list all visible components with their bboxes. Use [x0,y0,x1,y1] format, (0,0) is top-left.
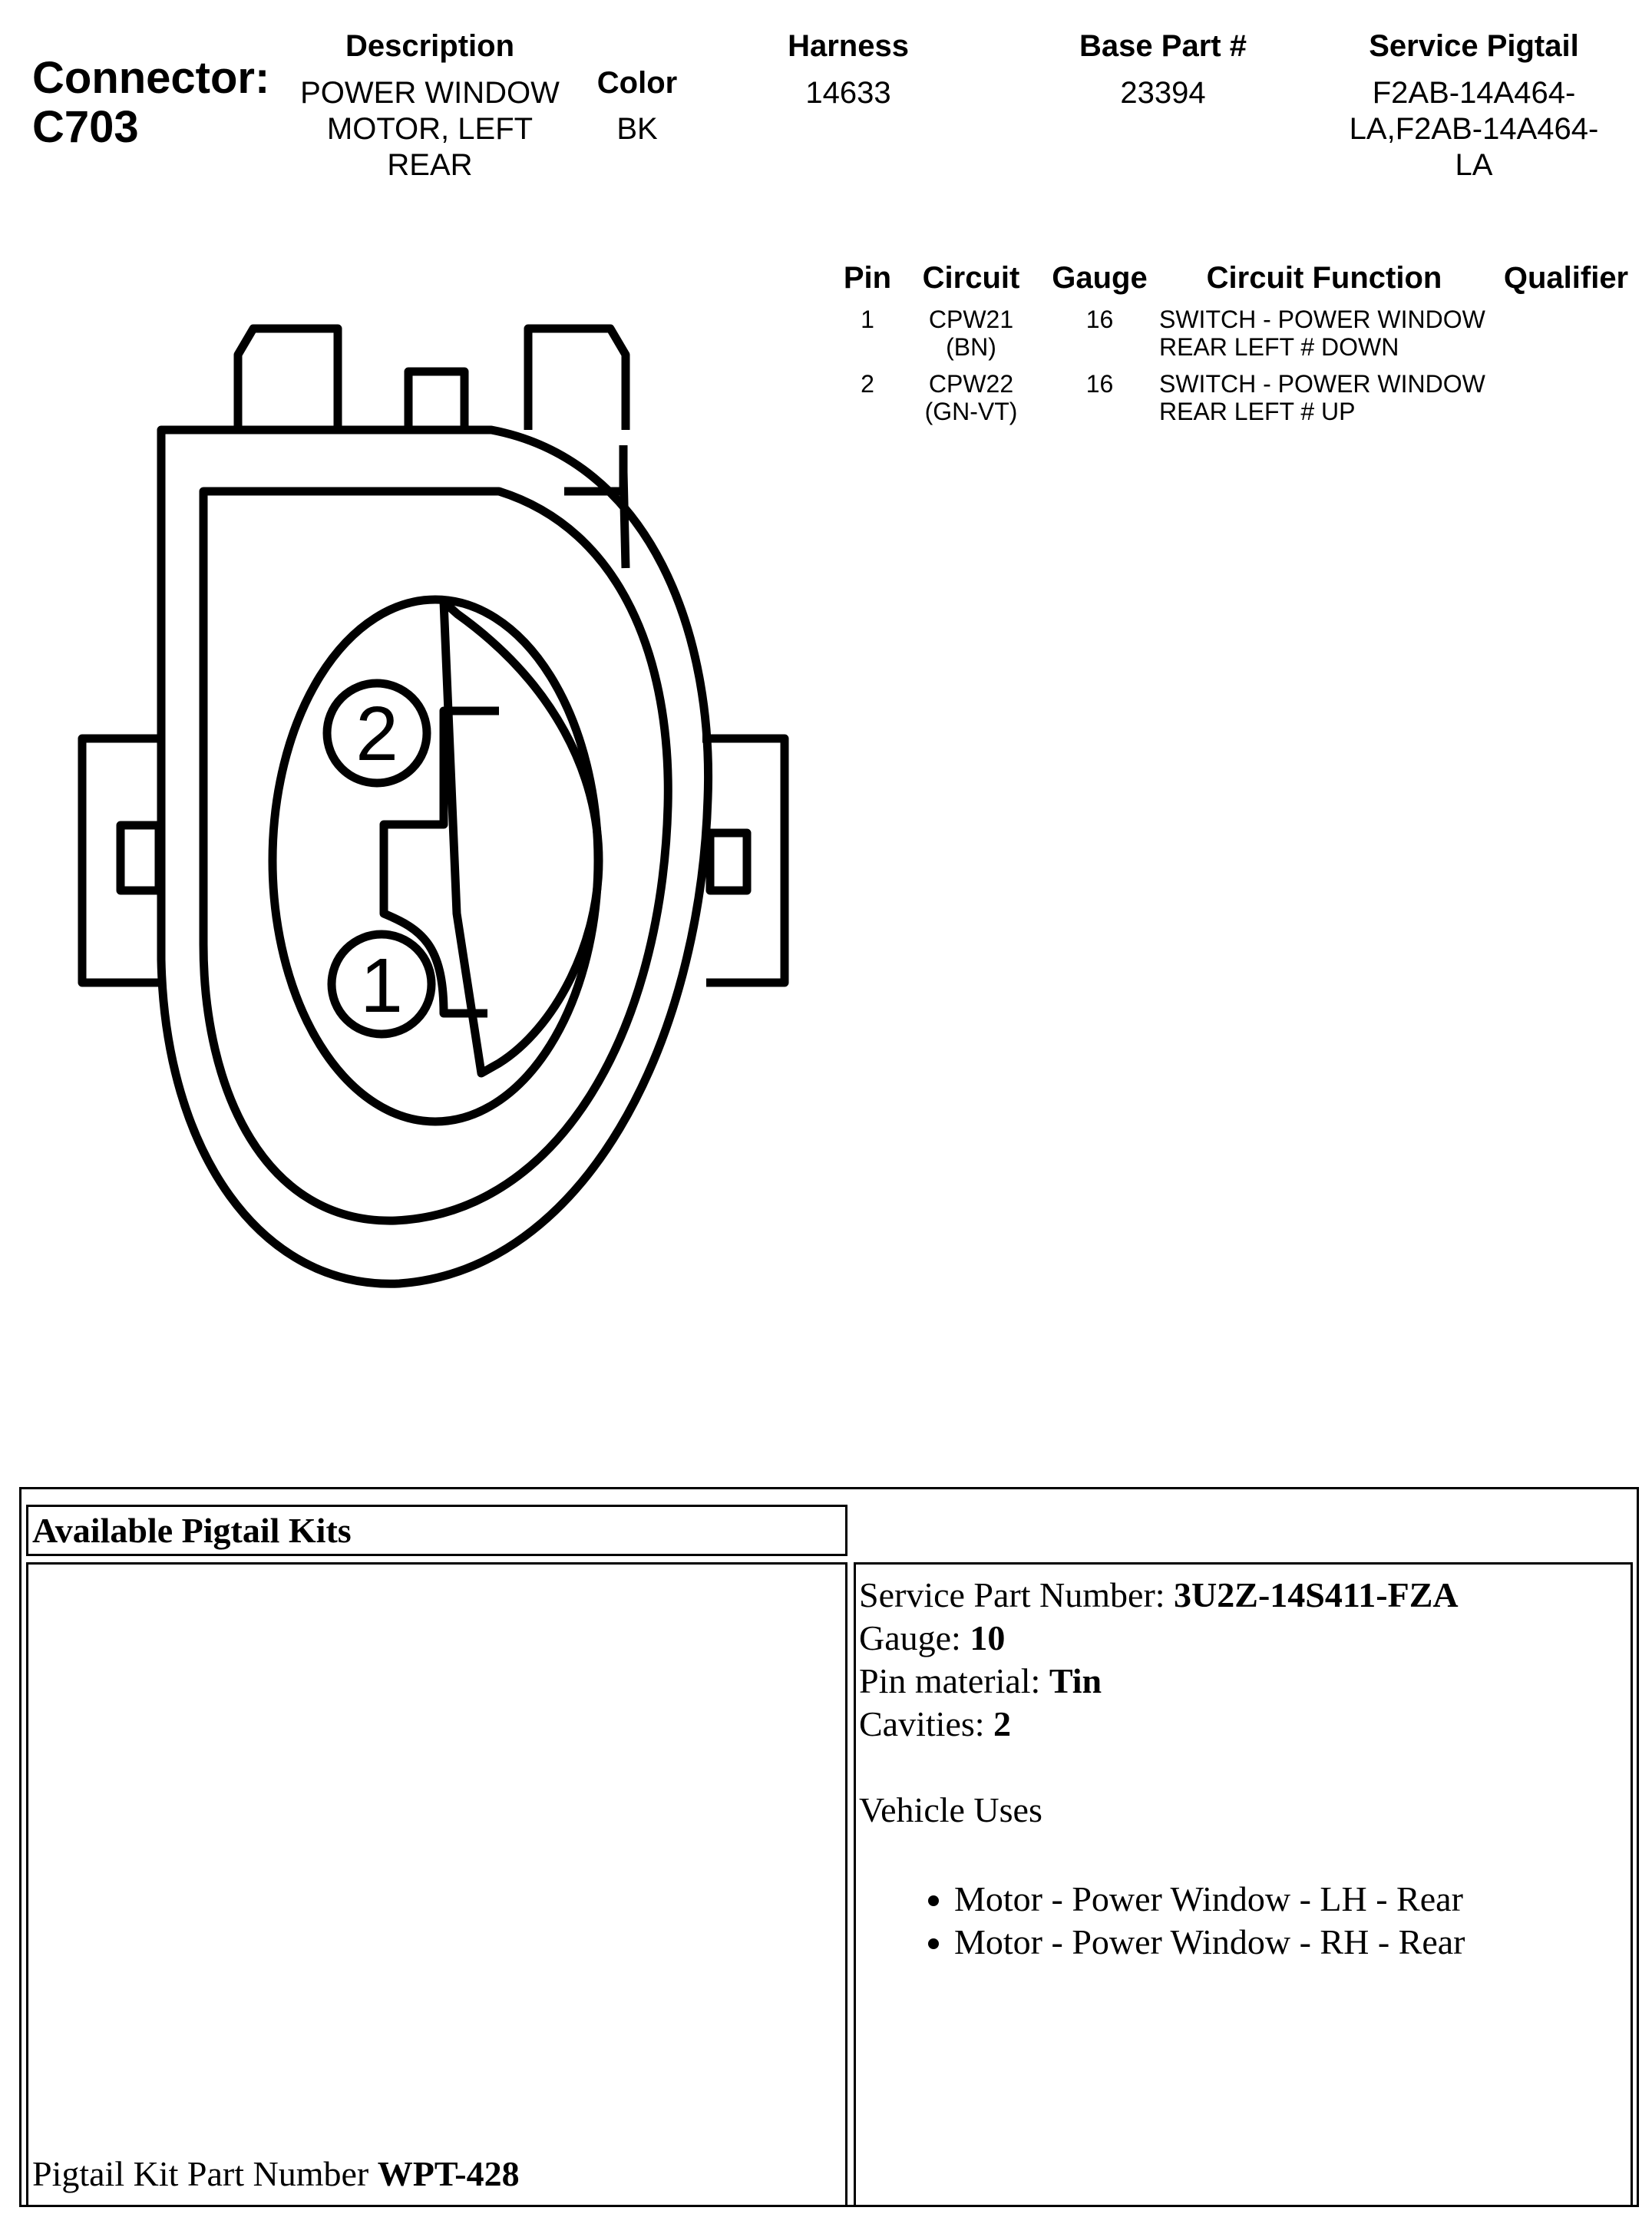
gauge-cell: 16 [1085,370,1114,398]
color-value: BK [616,112,658,146]
pin-2-label: 2 [355,691,398,777]
list-item: • Motor - Power Window - RH - Rear [954,1921,1627,1964]
cavities-info [859,1703,1627,1746]
pin-material-value: Tin [1049,1661,1102,1700]
circuit-function-line: REAR LEFT # DOWN [1159,333,1399,361]
circuit-function-column-header: Circuit Function [1206,261,1442,295]
harness-value: 14633 [805,76,891,110]
pigtail-kit-part-number [32,2153,520,2196]
gauge-column-header: Gauge [1052,261,1148,295]
right-side-key [710,833,747,891]
service-pigtail-value [1328,75,1620,183]
circuit-function-line: SWITCH - POWER WINDOW [1159,370,1485,398]
left-side-key [121,825,159,891]
pin-material-info [859,1660,1627,1703]
service-part-value: 3U2Z-14S411-FZA [1174,1575,1459,1614]
description-line: REAR [387,148,473,182]
service-pigtail-line: LA,F2AB-14A464- [1349,112,1599,146]
mating-face [273,600,598,1122]
service-pigtail-line: F2AB-14A464- [1372,76,1576,110]
kit-part-label: Pigtail Kit Part Number [32,2154,378,2193]
circuit-cell [910,370,1032,425]
circuit-id: CPW21 [928,306,1014,333]
gauge-label: Gauge: [859,1618,970,1657]
gauge-cell: 16 [1085,306,1114,333]
top-right-latch-tab [528,329,626,430]
service-part-number [859,1574,1627,1617]
service-part-label: Service Part Number: [859,1575,1175,1614]
qualifier-column-header: Qualifier [1503,261,1629,295]
circuit-function-line: REAR LEFT # UP [1159,398,1356,425]
pigtail-section-title: Available Pigtail Kits [32,1511,352,1550]
vehicle-uses-list [859,1878,1627,1964]
pin-number: 2 [861,370,874,398]
pigtail-image-cell [26,1562,847,2207]
harness-header: Harness [788,29,909,63]
cavities-label: Cavities: [859,1704,994,1743]
pin-column-header: Pin [843,261,892,295]
pin-number: 1 [861,306,874,333]
gauge-info [859,1617,1627,1660]
circuit-id: CPW22 [928,370,1014,398]
circuit-column-header: Circuit [922,261,1020,295]
top-left-latch-tab [238,329,338,430]
description-value [253,75,606,183]
top-center-key-tab [408,372,464,430]
circuit-cell [910,306,1032,361]
wire-color: (GN-VT) [924,398,1018,425]
gauge-value: 10 [970,1618,1006,1657]
pigtail-details [859,1574,1627,1964]
connector-id: C703 [32,102,139,152]
description-line: POWER WINDOW [300,76,560,110]
list-item: • Motor - Power Window - LH - Rear [954,1878,1627,1921]
wire-color: (BN) [946,333,996,361]
base-part-value: 23394 [1120,76,1206,110]
pin-1-label: 1 [360,943,403,1029]
connector-label: Connector: [32,53,270,103]
base-part-header: Base Part # [1079,29,1247,63]
service-pigtail-header: Service Pigtail [1369,29,1579,63]
kit-part-value: WPT-428 [377,2154,520,2193]
connector-face-diagram [0,292,829,1305]
cavities-value: 2 [993,1704,1012,1743]
circuit-function-cell [1159,306,1489,361]
vehicle-uses-heading: Vehicle Uses [859,1790,1042,1829]
pin-material-label: Pin material: [859,1661,1049,1700]
service-pigtail-line: LA [1455,148,1493,182]
circuit-function-line: SWITCH - POWER WINDOW [1159,306,1485,333]
color-header: Color [596,66,678,100]
description-line: MOTOR, LEFT [326,112,534,146]
circuit-function-cell [1159,370,1489,425]
description-header: Description [345,29,515,63]
